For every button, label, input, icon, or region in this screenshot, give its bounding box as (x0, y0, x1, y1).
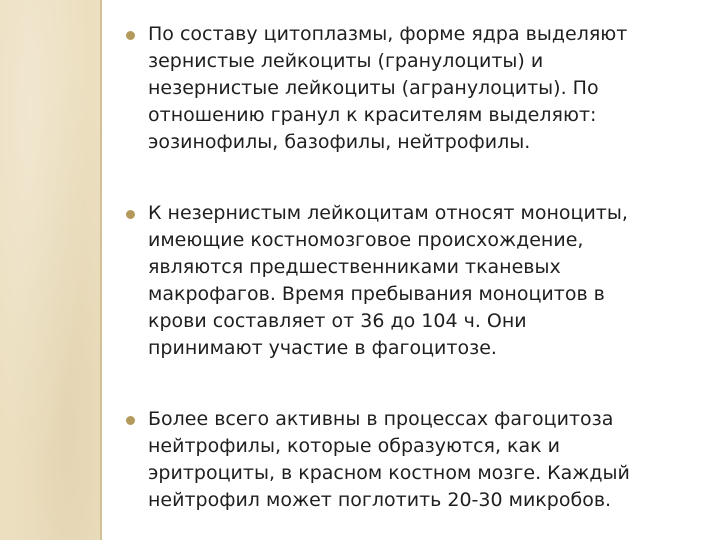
text-line: зернистые лейкоциты (гранулоциты) и (148, 50, 544, 72)
bullet-text-3 (148, 406, 716, 514)
text-line: незернистые лейкоциты (агранулоциты). По (148, 77, 599, 99)
bullet-dot-icon (126, 416, 135, 425)
text-line: эозинофилы, базофилы, нейтрофилы. (148, 131, 531, 153)
decorative-side-band (0, 0, 100, 540)
text-line: Более всего активны в процессах фагоцитоза (148, 408, 614, 430)
bullet-text-1 (148, 21, 716, 156)
text-line: эритроциты, в красном костном мозге. Каждый (148, 462, 630, 484)
text-line: К незернистым лейкоцитам относят моноциты, (148, 202, 628, 224)
text-line: нейтрофилы, которые образуются, как и (148, 435, 561, 457)
text-line: принимают участие в фагоцитозе. (148, 337, 497, 359)
slide-content (102, 0, 720, 540)
text-line: крови составляет от 36 до 104 ч. Они (148, 310, 527, 332)
bullet-dot-icon (126, 31, 135, 40)
bullet-dot-icon (126, 210, 135, 219)
text-line: нейтрофил может поглотить 20-30 микробов. (148, 489, 612, 511)
text-line: макрофагов. Время пребывания моноцитов в (148, 283, 605, 305)
text-line: По составу цитоплазмы, форме ядра выделяют (148, 23, 628, 45)
text-line: имеющие костномозговое происхождение, (148, 229, 584, 251)
text-line: являются предшественниками тканевых (148, 256, 561, 278)
bullet-list (102, 0, 720, 540)
text-line: отношению гранул к красителям выделяют: (148, 104, 597, 126)
bullet-text-2 (148, 200, 716, 362)
